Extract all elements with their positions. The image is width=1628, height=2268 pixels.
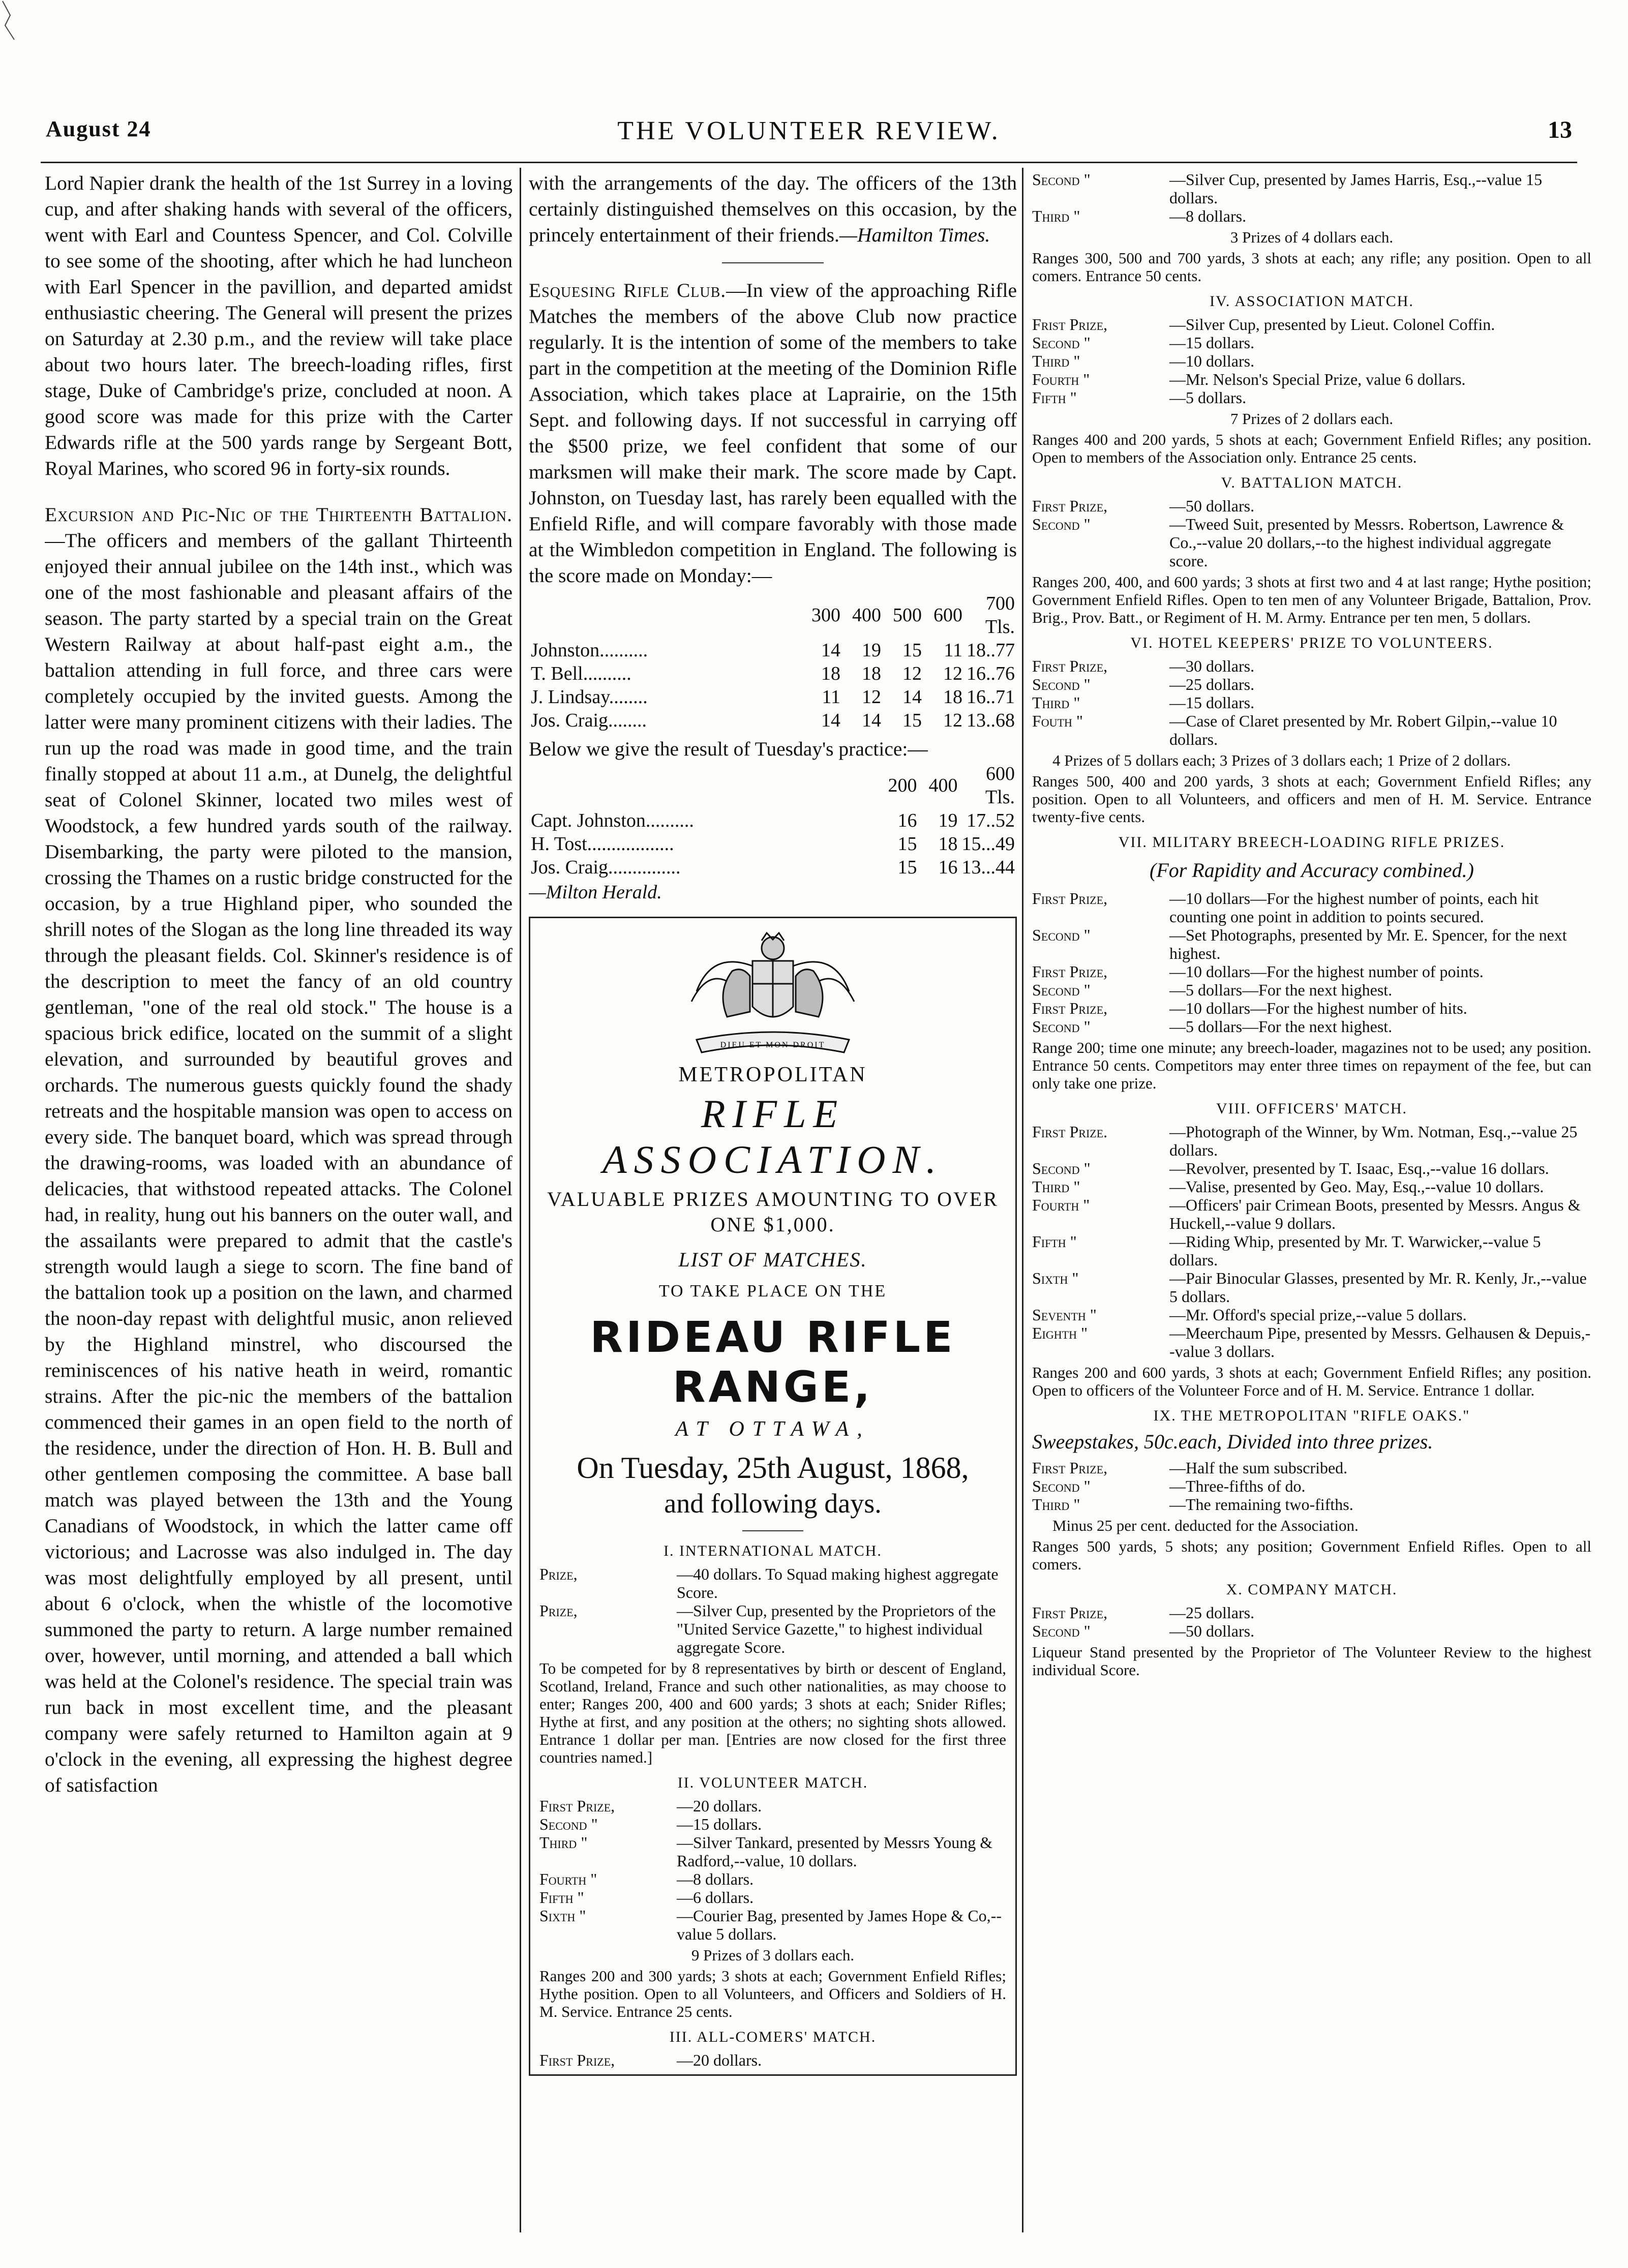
page-number: 13: [1548, 116, 1572, 143]
prize-label: Third ": [1032, 1495, 1080, 1514]
prize-label: Fourth ": [1032, 370, 1090, 388]
score-row: [529, 832, 1017, 856]
prize-label: Prize,: [539, 1565, 578, 1583]
match-heading: IV. ASSOCIATION MATCH.: [1210, 293, 1414, 310]
prize-line: [1032, 657, 1591, 675]
score-col-header: 400: [852, 604, 881, 626]
prize-label: Second ": [1032, 981, 1091, 999]
prize-label: Second ": [1032, 675, 1091, 693]
article-source: —Milton Herald.: [529, 882, 662, 903]
prize-label: Fouth ": [1032, 712, 1083, 730]
prize-label: Third ": [1032, 1177, 1080, 1196]
prize-label: First Prize,: [1032, 657, 1108, 675]
prize-line: [1032, 315, 1591, 334]
prize-text: —15 dollars.: [677, 1815, 762, 1833]
prize-label: First Prize,: [539, 2051, 615, 2069]
prize-count: 7 Prizes of 2 dollars each.: [1230, 410, 1394, 428]
column-left: [45, 170, 512, 2234]
prize-line: [539, 1565, 1006, 1601]
prize-line: [1032, 1017, 1591, 1036]
prize-line: [1032, 712, 1591, 748]
prize-line: [1032, 1604, 1591, 1622]
score-cell: 12: [943, 663, 962, 684]
publication-title: THE VOLUNTEER REVIEW.: [617, 116, 1001, 145]
prize-line: [1032, 170, 1591, 207]
ad-headline: RIFLE ASSOCIATION.: [602, 1092, 943, 1182]
prize-text: —10 dollars—For the highest number of hits.: [1169, 999, 1467, 1017]
prize-label: Second ": [539, 1815, 598, 1833]
prize-text: —50 dollars.: [1169, 1622, 1255, 1640]
prize-label: Third ": [1032, 352, 1080, 370]
prize-line: [1032, 981, 1591, 999]
match-heading: IX. THE METROPOLITAN "RIFLE OAKS.": [1153, 1407, 1470, 1424]
prize-text: —Three-fifths of do.: [1169, 1477, 1306, 1495]
score-col-header: 700 Tls.: [985, 593, 1015, 638]
prize-line: [1032, 999, 1591, 1017]
prize-label: Second ": [1032, 1017, 1091, 1036]
match-subtitle: (For Rapidity and Accuracy combined.): [1150, 859, 1474, 882]
prize-label: Seventh ": [1032, 1306, 1097, 1324]
prize-text: —15 dollars.: [1169, 693, 1255, 712]
score-col-header: 600 Tls.: [985, 763, 1015, 808]
score-col-header: 200: [888, 775, 917, 796]
score-cell: 12: [862, 686, 881, 708]
prize-label: Fourth ": [1032, 1196, 1090, 1214]
article-separator: [722, 262, 824, 263]
prize-label: First Prize,: [1032, 999, 1108, 1017]
prize-line: [539, 1888, 1006, 1907]
prize-label: Eighth ": [1032, 1324, 1088, 1342]
score-total: 16..71: [967, 686, 1015, 708]
match-conditions: Ranges 200 and 300 yards; 3 shots at each; Government Enfield Rifles; Hythe position. Open to all Volunteers, and Officers and Soldiers of H. M. Service. Entrance 25 cents.: [539, 1967, 1006, 2020]
match-conditions: To be competed for by 8 representatives by birth or descent of England, Scotland, Ireland, France and such other nationalities, as may choose to enter; Ranges 200, 400 and 600 yards; 3 shots at each; Snider Rifles; Hythe at first, and any position at the others; no sighting shots allowed. Entrance 1 dollar per man. [Entries are now closed for the first three countries named.]: [539, 1659, 1006, 1766]
prize-text: —30 dollars.: [1169, 657, 1255, 675]
prize-text: —20 dollars.: [677, 2051, 762, 2069]
tuesday-score-table: [529, 762, 1017, 879]
prize-label: Third ": [1032, 207, 1080, 225]
article-text: —The officers and members of the gallant Thirteenth enjoyed their annual jubilee on the 14th inst., which was one of the most fashionable and pleasant affairs of the season. The party started by a special train on the Great Western Railway at about half-past eight a.m., the battalion attending in full force, and three cars were completely occupied by the invited guests. Among the latter were many prominent citizens with their ladies. The run up the road was made in good time, and the train finally stopped at about 11 a.m., at Dunelg, the delightful seat of Colonel Skinner, located two miles west of Woodstock, a few hundred yards south of the railway. Disembarking, the party were piloted to the mansion, crossing the Thames on a rustic bridge constructed for the occasion, by a true Highland piper, who sounded the shrill notes of the Slogan as the long line threaded its way through the pleasant fields. Col. Skinner's residence is of the description to meet the fancy of an old country gentleman, "one of the real old stock." The house is a spacious brick edifice, located on the summit of a slight elevation, and surrounded by beautiful groves and orchards. The numerous guests quickly found the shady retreats and the hospitable mansion was open to access on every side. The banquet board, which was spread through the drawing-rooms, was loaded with an abundance of delicacies, that withstood repeated attacks. The Colonel had, in reality, hung out his banners on the outer wall, and the assailants were prepared to admit that the castle's strength would laugh a siege to scorn. The fine band of the battalion took up a position on the lawn, and charmed the noon-day repast with delightful music, anon relieved by the Highland minstrel, who discoursed the reminiscences of his native heath in weird, romantic strains. After the pic-nic the members of the battalion commenced their games in an open field to the north of the residence, under the direction of Hon. H. B. Bull and other gentlemen composing the committee. A base ball match was played between the 13th and the Young Canadians of Woodstock, in which the latter came off victorious; and Lacrosse was also indulged in. The day was most delightfully employed by all present, until about 6 o'clock, when the whistle of the locomotive summoned the party to return. A large number remained over, however, until morning, and attended a ball which was held at the Colonel's residence. The special train was run back in most excellent time, and the pleasant company were safely returned to Hamilton again at 9 o'clock in the evening, all expressing the highest degree of satisfaction: [45, 529, 512, 1796]
prize-label: First Prize.: [1032, 1123, 1108, 1141]
prize-text: —5 dollars.: [1169, 388, 1247, 407]
prize-text: —Officers' pair Crimean Boots, presented by Messrs. Angus & Huckell,--value 9 dollars.: [1169, 1196, 1581, 1232]
prize-label: First Prize,: [1032, 497, 1108, 515]
prize-label: Second ": [1032, 170, 1091, 189]
match-heading: V. BATTALION MATCH.: [1221, 474, 1403, 491]
score-row: [529, 685, 1017, 709]
sweepstakes-line: Sweepstakes, 50c.each, Divided into three prizes.: [1032, 1430, 1433, 1453]
article-paragraph: Lord Napier drank the health of the 1st Surrey in a loving cup, and after shaking hands with several of the officers, went with Earl and Countess Spencer, and Col. Colville to see some of the shooting, after which he had luncheon with Earl Spencer in the pavillion, and departed amidst enthusiastic cheering. The General will present the prizes on Saturday at 2.30 p.m., and the review will take place about two hours later. The breech-loading rifles, first stage, Duke of Cambridge's prize, concluded at noon. A good score was made for this prize with the Carter Edwards rifle at the 500 yards range by Sergeant Bott, Royal Marines, who scored 96 in forty-six rounds.: [45, 172, 512, 479]
score-cell: 12: [943, 710, 962, 731]
match-heading: VIII. OFFICERS' MATCH.: [1216, 1100, 1408, 1117]
ad-line: VALUABLE PRIZES AMOUNTING TO OVER ONE $1,000.: [547, 1188, 999, 1236]
match-conditions: Ranges 300, 500 and 700 yards, 3 shots at each; any rifle; any position. Open to all comers. Entrance 50 cents.: [1032, 249, 1591, 285]
ad-line: TO TAKE PLACE ON THE: [658, 1282, 887, 1301]
match-conditions: Ranges 200 and 600 yards, 3 shots at each; Government Enfield Rifles; any position. Open to officers of the Volunteer Force and of H. M. Service. Entrance 1 dollar.: [1032, 1364, 1591, 1399]
match-conditions: Ranges 200, 400, and 600 yards; 3 shots at first two and 4 at last range; Hythe position; Government Enfield Rifles. Open to ten men of any Volunteer Brigade, Battalion, Prov. Brig., Prov. Batt., or Regiment of H. M. Army. Entrance per ten men, 5 dollars.: [1032, 573, 1591, 626]
match-heading: VII. MILITARY BREECH-LOADING RIFLE PRIZES.: [1118, 834, 1505, 851]
score-total: 18..77: [967, 640, 1015, 661]
ad-line: AT OTTAWA,: [675, 1417, 870, 1441]
match-conditions: Liqueur Stand presented by the Proprietor of The Volunteer Review to the highest individual Score.: [1032, 1643, 1591, 1679]
ad-line: LIST OF MATCHES.: [678, 1248, 867, 1271]
prize-label: Prize,: [539, 1601, 578, 1620]
prize-text: —20 dollars.: [677, 1797, 762, 1815]
prize-text: —Tweed Suit, presented by Messrs. Robertson, Lawrence & Co.,--value 20 dollars,--to the highest individual aggregate score.: [1169, 515, 1564, 570]
score-cell: 18: [862, 663, 881, 684]
article-text: —In view of the approaching Rifle Matches the members of the above Club now practice regularly. It is the intention of some of the members to take part in the competition at the meeting of the Dominion Rifle Association, which takes place at Laprairie, on the 15th Sept. and following days. If not successful in carrying off the $500 prize, we feel confident that some of our marksmen will make their mark. The score made by Capt. Johnston, on Tuesday last, has rarely been equalled with the Enfield Rifle, and will compare favorably with those made at the Wimbledon competition in England. The following is the score made on Monday:—: [529, 279, 1017, 587]
prize-text: —8 dollars.: [1169, 207, 1247, 225]
prize-text: —Photograph of the Winner, by Wm. Notman, Esq.,--value 25 dollars.: [1169, 1123, 1578, 1159]
score-col-header: 300: [811, 604, 840, 626]
prize-line: [1032, 693, 1591, 712]
prize-text: —Silver Cup, presented by the Proprietors of the "United Service Gazette," to highest individual aggregate Score.: [677, 1601, 996, 1656]
prize-line: [1032, 1495, 1591, 1514]
score-cell: 15: [902, 640, 922, 661]
prize-text: —Pair Binocular Glasses, presented by Mr. R. Kenly, Jr.,--value 5 dollars.: [1169, 1269, 1587, 1306]
prize-count: 4 Prizes of 5 dollars each; 3 Prizes of 3 dollars each; 1 Prize of 2 dollars.: [1052, 751, 1511, 769]
column-rule: [520, 168, 521, 2232]
prize-text: —40 dollars. To Squad making highest aggregate Score.: [677, 1565, 999, 1601]
prize-text: —10 dollars.: [1169, 352, 1255, 370]
article-heading: Excursion and Pic-Nic of the Thirteenth Battalion.: [45, 503, 512, 526]
prize-label: Second ": [1032, 1477, 1091, 1495]
prize-label: First Prize,: [1032, 1604, 1108, 1622]
score-row: [529, 639, 1017, 662]
score-row: [529, 809, 1017, 832]
prize-line: [1032, 1177, 1591, 1196]
tuesday-intro: Below we give the result of Tuesday's practice:—: [529, 738, 928, 760]
prize-label: Second ": [1032, 334, 1091, 352]
shooter-name: T. Bell..........: [531, 663, 631, 684]
match-heading: II. VOLUNTEER MATCH.: [677, 1774, 868, 1791]
prize-text: —The remaining two-fifths.: [1169, 1495, 1353, 1514]
crest-motto: DIEU ET MON DROIT: [720, 1041, 826, 1049]
prize-label: Second ": [1032, 1622, 1091, 1640]
score-total: 15...49: [961, 833, 1015, 855]
prize-line: [1032, 352, 1591, 370]
prize-text: —Silver Cup, presented by James Harris, Esq.,--value 15 dollars.: [1169, 170, 1543, 207]
prize-label: Second ": [1032, 926, 1091, 944]
prize-label: First Prize,: [1032, 889, 1108, 908]
prize-line: [539, 1815, 1006, 1833]
match-heading: I. INTERNATIONAL MATCH.: [664, 1543, 882, 1559]
excursion-article: [45, 502, 512, 1798]
prize-label: First Prize,: [1032, 1459, 1108, 1477]
score-cell: 14: [821, 640, 840, 661]
prize-label: Frist Prize,: [1032, 315, 1108, 334]
prize-label: Third ": [539, 1833, 588, 1852]
prize-label: Fifth ": [1032, 388, 1077, 407]
score-cell: 15: [902, 710, 922, 731]
prize-text: —Silver Cup, presented by Lieut. Colonel Coffin.: [1169, 315, 1495, 334]
prize-label: Sixth ": [1032, 1269, 1079, 1287]
prize-text: —Mr. Offord's special prize,--value 5 dollars.: [1169, 1306, 1467, 1324]
score-col-header: 400: [928, 775, 958, 796]
match-heading: III. ALL-COMERS' MATCH.: [669, 2029, 877, 2045]
prize-line: [539, 1797, 1006, 1815]
score-cell: 15: [897, 833, 917, 855]
score-row: [529, 709, 1017, 732]
royal-coat-of-arms-icon: [676, 930, 869, 1057]
prize-text: —10 dollars—For the highest number of points, each hit counting one point in addition to points secured.: [1169, 889, 1539, 926]
prize-text: —25 dollars.: [1169, 675, 1255, 693]
prize-label: Third ": [1032, 693, 1080, 712]
score-total: 17..52: [967, 810, 1015, 831]
running-header: [46, 116, 1572, 157]
score-cell: 19: [862, 640, 881, 661]
score-cell: 11: [944, 640, 962, 661]
score-cell: 18: [943, 686, 962, 708]
ad-separator: [742, 1530, 803, 1531]
score-row: [529, 662, 1017, 685]
prize-text: —5 dollars—For the next highest.: [1169, 981, 1393, 999]
article-source: —Hamilton Times.: [839, 224, 990, 246]
column-rule: [1022, 168, 1023, 2232]
score-cell: 16: [938, 857, 958, 878]
ad-date: On Tuesday, 25th August, 1868,: [577, 1451, 969, 1485]
prize-text: —15 dollars.: [1169, 334, 1255, 352]
prize-text: —Meerchaum Pipe, presented by Messrs. Gelhausen & Depuis,--value 3 dollars.: [1169, 1324, 1591, 1360]
prize-line: [539, 1907, 1006, 1943]
prize-line: [1032, 1232, 1591, 1269]
match-heading: X. COMPANY MATCH.: [1226, 1581, 1398, 1598]
shooter-name: Johnston..........: [531, 640, 648, 661]
shooter-name: Jos. Craig...............: [531, 857, 681, 878]
shooter-name: J. Lindsay........: [531, 686, 648, 708]
score-total: 13...44: [961, 857, 1015, 878]
prize-text: —5 dollars—For the next highest.: [1169, 1017, 1393, 1036]
prize-line: [1032, 207, 1591, 225]
score-cell: 14: [821, 710, 840, 731]
score-cell: 15: [897, 857, 917, 878]
score-cell: 18: [938, 833, 958, 855]
prize-text: —Mr. Nelson's Special Prize, value 6 dollars.: [1169, 370, 1466, 388]
prize-line: [1032, 1324, 1591, 1360]
prize-line: [1032, 889, 1591, 926]
deduction-note: Minus 25 per cent. deducted for the Association.: [1052, 1517, 1359, 1534]
prize-line: [1032, 497, 1591, 515]
prize-text: —Silver Tankard, presented by Messrs Young & Radford,--value, 10 dollars.: [677, 1833, 993, 1870]
article-text: with the arrangements of the day. The officers of the 13th certainly distinguished themselves on this occasion, by the princely entertainment of their friends.: [529, 172, 1017, 246]
prize-text: —Half the sum subscribed.: [1169, 1459, 1348, 1477]
prize-line: [1032, 370, 1591, 388]
prize-line: [1032, 1306, 1591, 1324]
prize-text: —Case of Claret presented by Mr. Robert Gilpin,--value 10 dollars.: [1169, 712, 1557, 748]
ad-line: METROPOLITAN: [678, 1063, 867, 1086]
prize-line: [1032, 1159, 1591, 1177]
prize-line: [1032, 1622, 1591, 1640]
prize-text: —Set Photographs, presented by Mr. E. Spencer, for the next highest.: [1169, 926, 1567, 962]
score-cell: 11: [822, 686, 840, 708]
score-col-header: 600: [933, 604, 962, 626]
score-col-header: 500: [893, 604, 922, 626]
prize-line: [539, 1601, 1006, 1656]
match-heading: VI. HOTEL KEEPERS' PRIZE TO VOLUNTEERS.: [1130, 634, 1493, 651]
prize-line: [1032, 1269, 1591, 1306]
header-rule: [41, 162, 1577, 163]
prize-line: [1032, 1477, 1591, 1495]
prize-line: [539, 1833, 1006, 1870]
prize-line: [1032, 675, 1591, 693]
score-cell: 14: [902, 686, 922, 708]
prize-line: [1032, 1123, 1591, 1159]
match-conditions: Range 200; time one minute; any breech-loader, magazines not to be used; any position. Entrance 50 cents. Competitors may enter three times on repayment of the fee, but can only take one prize.: [1032, 1039, 1591, 1092]
ink-bleed-mark: [0, 0, 31, 41]
ad-line: and following days.: [664, 1488, 882, 1519]
prize-text: —6 dollars.: [677, 1888, 754, 1907]
article-heading: Esquesing Rifle Club.: [529, 279, 727, 301]
match-conditions: Ranges 500, 400 and 200 yards, 3 shots at each; Government Enfield Rifles; any position. Open to all Volunteers, and officers and men of H. M. Service. Entrance twenty-five cents.: [1032, 772, 1591, 826]
shooter-name: Capt. Johnston..........: [531, 810, 694, 831]
issue-date: August 24: [46, 116, 152, 141]
score-cell: 19: [938, 810, 958, 831]
article-continuation: [529, 170, 1017, 248]
prize-label: First Prize,: [1032, 962, 1108, 981]
prize-text: —Riding Whip, presented by Mr. T. Warwicker,--value 5 dollars.: [1169, 1232, 1541, 1269]
prize-label: First Prize,: [539, 1797, 615, 1815]
prize-line: [539, 2051, 1006, 2069]
prize-label: Fifth ": [539, 1888, 584, 1907]
score-total: 16..76: [967, 663, 1015, 684]
prize-line: [1032, 926, 1591, 962]
prize-text: —Courier Bag, presented by James Hope & Co,--value 5 dollars.: [677, 1907, 1002, 1943]
shooter-name: Jos. Craig........: [531, 710, 647, 731]
prize-label: Fifth ": [1032, 1232, 1077, 1251]
prize-line: [1032, 1459, 1591, 1477]
ad-venue: RIDEAU RIFLE RANGE,: [590, 1312, 956, 1412]
prize-label: Second ": [1032, 1159, 1091, 1177]
prize-line: [1032, 962, 1591, 981]
prize-count: 9 Prizes of 3 dollars each.: [691, 1946, 855, 1964]
prize-text: —10 dollars—For the highest number of points.: [1169, 962, 1484, 981]
prize-count: 3 Prizes of 4 dollars each.: [1230, 228, 1394, 246]
match-conditions: Ranges 500 yards, 5 shots; any position; Government Enfield Rifles. Open to all comers.: [1032, 1537, 1591, 1573]
column-middle: [529, 170, 1017, 2234]
prize-label: Second ": [1032, 515, 1091, 533]
prize-line: [539, 1870, 1006, 1888]
rifle-association-advertisement: [529, 917, 1017, 2076]
match-conditions: Ranges 400 and 200 yards, 5 shots at each; Government Enfield Rifles; any position. Open to members of the Association only. Entrance 25 cents.: [1032, 431, 1591, 466]
score-header-row: [529, 592, 1017, 639]
prize-text: —50 dollars.: [1169, 497, 1255, 515]
prize-label: Sixth ": [539, 1907, 586, 1925]
score-cell: 18: [821, 663, 840, 684]
monday-score-table: [529, 592, 1017, 732]
score-total: 13..68: [967, 710, 1015, 731]
score-header-row: [529, 762, 1017, 809]
prize-text: —8 dollars.: [677, 1870, 754, 1888]
prize-text: —Revolver, presented by T. Isaac, Esq.,--value 16 dollars.: [1169, 1159, 1549, 1177]
prize-line: [1032, 388, 1591, 407]
prize-line: [1032, 334, 1591, 352]
prize-label: Fourth ": [539, 1870, 597, 1888]
prize-line: [1032, 1196, 1591, 1232]
prize-text: —25 dollars.: [1169, 1604, 1255, 1622]
prize-line: [1032, 515, 1591, 570]
column-right: [1032, 170, 1591, 2234]
score-cell: 16: [897, 810, 917, 831]
shooter-name: H. Tost..................: [531, 833, 674, 855]
score-cell: 12: [902, 663, 922, 684]
esquesing-article: [529, 278, 1017, 589]
prize-text: —Valise, presented by Geo. May, Esq.,--value 10 dollars.: [1169, 1177, 1544, 1196]
score-cell: 14: [862, 710, 881, 731]
score-row: [529, 856, 1017, 879]
